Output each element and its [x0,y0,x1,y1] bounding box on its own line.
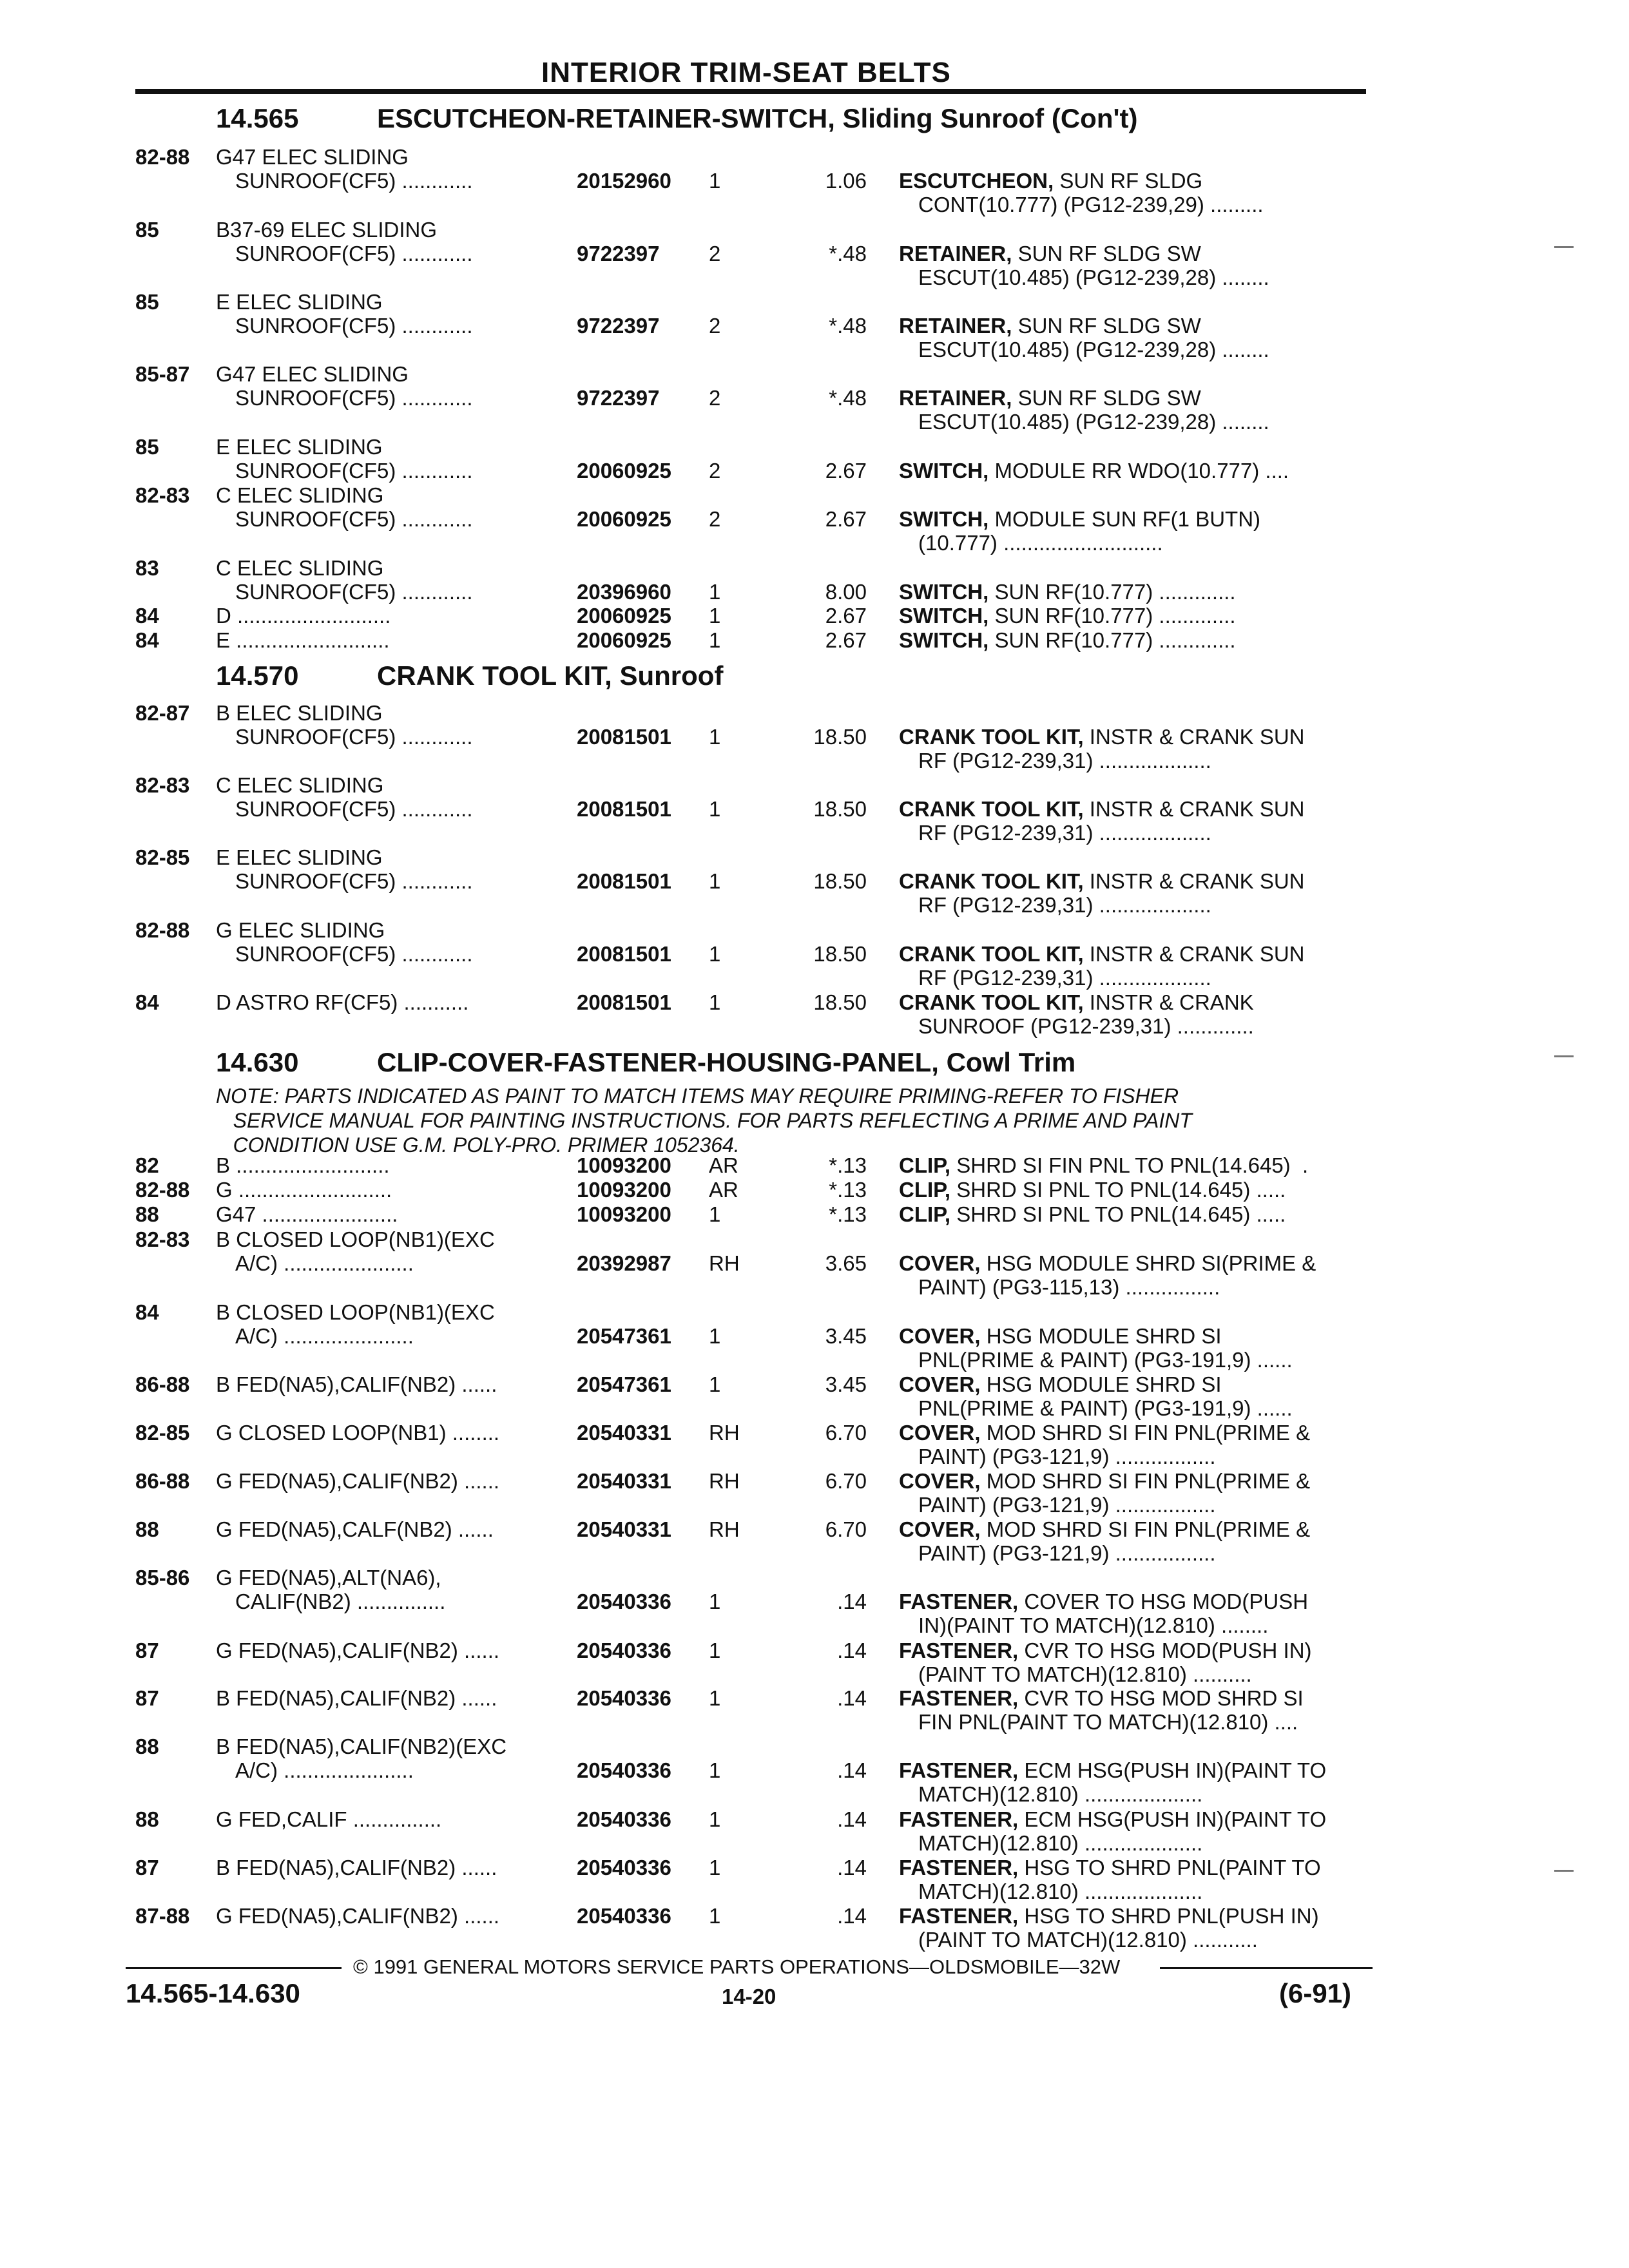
part-name: SWITCH, [899,580,989,604]
quantity: 1 [709,1590,721,1613]
part-description-cont: MATCH)(12.810) .................... [918,1831,1203,1855]
parts-row [0,701,1629,773]
section-heading [216,103,1137,134]
quantity: AR [709,1153,738,1177]
part-description-cont: (PAINT TO MATCH)(12.810) ........... [918,1928,1258,1952]
part-number: 20081501 [577,942,671,966]
part-description: COVER, MOD SHRD SI FIN PNL(PRIME & [899,1517,1311,1541]
section-title: CLIP-COVER-FASTENER-HOUSING-PANEL, [377,1047,939,1077]
parts-row [0,290,1629,361]
price: *.13 [829,1153,867,1177]
model-years: 85 [135,435,159,459]
parts-row [0,918,1629,990]
section-number: 14.630 [216,1047,299,1077]
model-description-cont: SUNROOF(CF5) ............ [235,507,473,531]
part-number: 20540336 [577,1686,671,1710]
model-years: 82-88 [135,918,190,942]
part-description-cont: IN)(PAINT TO MATCH)(12.810) ........ [918,1613,1269,1637]
model-years: 88 [135,1807,159,1831]
model-years: 88 [135,1202,159,1226]
model-years: 82-83 [135,1227,190,1251]
model-description: C ELEC SLIDING [216,483,384,507]
model-description: B CLOSED LOOP(NB1)(EXC [216,1227,495,1251]
part-name: RETAINER, [899,242,1012,265]
model-years: 84 [135,604,159,628]
model-description: G FED(NA5),CALIF(NB2) ...... [216,1469,500,1493]
price: 3.45 [825,1324,867,1348]
model-description: G FED(NA5),CALIF(NB2) ...... [216,1904,500,1928]
part-name: CRANK TOOL KIT, [899,869,1084,893]
model-years: 87-88 [135,1904,190,1928]
price: 3.65 [825,1251,867,1275]
part-description-cont: PNL(PRIME & PAINT) (PG3-191,9) ...... [918,1348,1293,1372]
quantity: 1 [709,1686,721,1710]
model-years: 82-85 [135,1421,190,1445]
model-years: 82-83 [135,773,190,797]
parts-row [0,145,1629,216]
model-years: 87 [135,1639,159,1662]
quantity: 1 [709,725,721,749]
price: 6.70 [825,1469,867,1493]
model-description: G .......................... [216,1178,392,1202]
part-name: RETAINER, [899,314,1012,338]
part-description: COVER, MOD SHRD SI FIN PNL(PRIME & [899,1469,1311,1493]
part-description: FASTENER, ECM HSG(PUSH IN)(PAINT TO [899,1758,1327,1782]
model-description: D ASTRO RF(CF5) ........... [216,990,469,1014]
quantity: 1 [709,1807,721,1831]
model-years: 86-88 [135,1372,190,1396]
part-number: 20540336 [577,1807,671,1831]
quantity: RH [709,1469,740,1493]
quantity: 1 [709,990,721,1014]
model-description: B CLOSED LOOP(NB1)(EXC [216,1300,495,1324]
parts-row [0,1566,1629,1637]
model-description: B37-69 ELEC SLIDING [216,218,437,242]
model-description: B FED(NA5),CALIF(NB2) ...... [216,1372,497,1396]
part-description: SWITCH, SUN RF(10.777) ............. [899,628,1236,652]
model-description: B FED(NA5),CALIF(NB2) ...... [216,1856,497,1879]
footer-date: (6-91) [1279,1978,1352,2008]
part-number: 20081501 [577,725,671,749]
model-description: G47 ELEC SLIDING [216,362,409,386]
model-years: 86-88 [135,1469,190,1493]
quantity: 1 [709,797,721,821]
part-description: CRANK TOOL KIT, INSTR & CRANK SUN [899,725,1305,749]
footer-rule-left [126,1967,342,1969]
part-description-cont: PAINT) (PG3-121,9) ................. [918,1541,1216,1565]
price: 2.67 [825,507,867,531]
part-name: CRANK TOOL KIT, [899,990,1084,1014]
part-name: CLIP, [899,1202,951,1226]
part-description: CRANK TOOL KIT, INSTR & CRANK SUN [899,797,1305,821]
model-description: G ELEC SLIDING [216,918,385,942]
part-description: COVER, HSG MODULE SHRD SI [899,1372,1222,1396]
model-years: 82-83 [135,483,190,507]
part-number: 20392987 [577,1251,671,1275]
model-years: 87 [135,1856,159,1879]
part-description-cont: ESCUT(10.485) (PG12-239,28) ........ [918,410,1269,434]
model-description-cont: A/C) ...................... [235,1758,414,1782]
model-years: 87 [135,1686,159,1710]
quantity: 2 [709,459,721,483]
model-years: 85 [135,218,159,242]
part-description: FASTENER, CVR TO HSG MOD(PUSH IN) [899,1639,1312,1662]
model-description: G CLOSED LOOP(NB1) ........ [216,1421,500,1445]
model-description-cont: SUNROOF(CF5) ............ [235,797,473,821]
model-years: 82-85 [135,845,190,869]
part-description: FASTENER, ECM HSG(PUSH IN)(PAINT TO [899,1807,1327,1831]
model-description: E ELEC SLIDING [216,435,383,459]
margin-tick [1554,1870,1574,1872]
model-years: 88 [135,1517,159,1541]
part-number: 20396960 [577,580,671,604]
part-description: CLIP, SHRD SI PNL TO PNL(14.645) ..... [899,1202,1286,1226]
model-years: 84 [135,628,159,652]
parts-row [0,845,1629,917]
section-subtitle: Cowl Trim [938,1047,1076,1077]
model-description: G FED,CALIF ............... [216,1807,442,1831]
part-number: 20060925 [577,628,671,652]
part-name: FASTENER, [899,1758,1019,1782]
model-years: 83 [135,556,159,580]
price: .14 [837,1807,867,1831]
parts-row [0,1807,1629,1859]
quantity: 1 [709,580,721,604]
model-description: D .......................... [216,604,391,628]
footer-page-number: 14-20 [722,1984,776,2008]
section-number: 14.565 [216,103,299,133]
quantity: 1 [709,1372,721,1396]
part-name: FASTENER, [899,1904,1019,1928]
section-heading [216,660,723,691]
part-description: SWITCH, SUN RF(10.777) ............. [899,604,1236,628]
part-description: RETAINER, SUN RF SLDG SW [899,314,1201,338]
quantity: 1 [709,942,721,966]
price: 3.45 [825,1372,867,1396]
part-name: SWITCH, [899,604,989,628]
footer-range: 14.565-14.630 [126,1978,300,2008]
part-description: FASTENER, CVR TO HSG MOD SHRD SI [899,1686,1304,1710]
model-years: 82-88 [135,145,190,169]
part-description: CRANK TOOL KIT, INSTR & CRANK [899,990,1254,1014]
price: 2.67 [825,628,867,652]
model-description-cont: SUNROOF(CF5) ............ [235,242,473,265]
model-description-cont: SUNROOF(CF5) ............ [235,725,473,749]
part-number: 10093200 [577,1178,671,1202]
quantity: 1 [709,1639,721,1662]
parts-row [0,990,1629,1042]
section-number: 14.570 [216,660,299,691]
parts-row [0,1227,1629,1299]
footer-rule-right [1160,1967,1373,1969]
parts-row [0,1735,1629,1806]
price: .14 [837,1590,867,1613]
part-description: COVER, MOD SHRD SI FIN PNL(PRIME & [899,1421,1311,1445]
part-number: 9722397 [577,314,660,338]
part-description: COVER, HSG MODULE SHRD SI(PRIME & [899,1251,1316,1275]
quantity: 1 [709,604,721,628]
part-description: RETAINER, SUN RF SLDG SW [899,242,1201,265]
quantity: 2 [709,314,721,338]
parts-row [0,773,1629,845]
model-years: 82 [135,1153,159,1177]
model-description: E .......................... [216,628,390,652]
part-description: SWITCH, MODULE SUN RF(1 BUTN) [899,507,1261,531]
price: *.48 [829,386,867,410]
parts-row [0,556,1629,608]
part-description-cont: (10.777) ........................... [918,531,1163,555]
parts-row [0,1686,1629,1738]
part-description: FASTENER, HSG TO SHRD PNL(PUSH IN) [899,1904,1319,1928]
part-description-cont: PAINT) (PG3-115,13) ................ [918,1275,1220,1299]
parts-row [0,218,1629,289]
part-number: 20540331 [577,1469,671,1493]
part-number: 20547361 [577,1372,671,1396]
parts-row [0,1469,1629,1521]
model-description: B FED(NA5),CALIF(NB2)(EXC [216,1735,507,1758]
price: 8.00 [825,580,867,604]
part-description: CLIP, SHRD SI FIN PNL TO PNL(14.645) . [899,1153,1309,1177]
parts-row [0,1421,1629,1472]
parts-row [0,1639,1629,1690]
part-description-cont: RF (PG12-239,31) ................... [918,821,1211,845]
part-number: 20540336 [577,1904,671,1928]
section-continued: (Con't) [1044,103,1138,133]
parts-row [0,1300,1629,1372]
part-description-cont: MATCH)(12.810) .................... [918,1879,1203,1903]
model-description: B FED(NA5),CALIF(NB2) ...... [216,1686,497,1710]
part-number: 20547361 [577,1324,671,1348]
quantity: 1 [709,1758,721,1782]
model-description: C ELEC SLIDING [216,773,384,797]
quantity: 2 [709,242,721,265]
price: 1.06 [825,169,867,193]
price: *.48 [829,314,867,338]
quantity: 1 [709,169,721,193]
part-description-cont: PNL(PRIME & PAINT) (PG3-191,9) ...... [918,1396,1293,1420]
model-description: G47 ELEC SLIDING [216,145,409,169]
quantity: AR [709,1178,738,1202]
price: *.13 [829,1178,867,1202]
quantity: 1 [709,1856,721,1879]
part-description-cont: CONT(10.777) (PG12-239,29) ......... [918,193,1264,216]
part-number: 9722397 [577,242,660,265]
part-description-cont: RF (PG12-239,31) ................... [918,966,1211,990]
parts-row [0,362,1629,434]
part-name: RETAINER, [899,386,1012,410]
model-description-cont: A/C) ...................... [235,1324,414,1348]
part-name: FASTENER, [899,1807,1019,1831]
quantity: 1 [709,1904,721,1928]
model-description: B .......................... [216,1153,390,1177]
price: .14 [837,1686,867,1710]
model-description: E ELEC SLIDING [216,290,383,314]
parts-row [0,1372,1629,1424]
model-years: 84 [135,990,159,1014]
part-description: ESCUTCHEON, SUN RF SLDG [899,169,1203,193]
part-name: CLIP, [899,1153,951,1177]
model-description-cont: SUNROOF(CF5) ............ [235,314,473,338]
quantity: 2 [709,507,721,531]
model-description-cont: CALIF(NB2) ............... [235,1590,446,1613]
part-description-cont: PAINT) (PG3-121,9) ................. [918,1445,1216,1468]
part-name: CRANK TOOL KIT, [899,725,1084,749]
part-name: CRANK TOOL KIT, [899,797,1084,821]
footer-copyright: © 1991 GENERAL MOTORS SERVICE PARTS OPERATIONS—OLDSMOBILE—32W [353,1956,1121,1978]
part-name: SWITCH, [899,459,989,483]
part-name: COVER, [899,1324,981,1348]
quantity: 1 [709,628,721,652]
model-years: 88 [135,1735,159,1758]
model-years: 85-86 [135,1566,190,1590]
part-description-cont: ESCUT(10.485) (PG12-239,28) ........ [918,338,1269,361]
model-description: G FED(NA5),CALF(NB2) ...... [216,1517,494,1541]
part-description-cont: MATCH)(12.810) .................... [918,1782,1203,1806]
part-description: RETAINER, SUN RF SLDG SW [899,386,1201,410]
margin-tick [1554,1055,1574,1057]
quantity: 1 [709,869,721,893]
quantity: RH [709,1421,740,1445]
part-name: COVER, [899,1421,981,1445]
model-years: 84 [135,1300,159,1324]
part-name: ESCUTCHEON, [899,169,1054,193]
parts-row [0,435,1629,486]
part-description-cont: RF (PG12-239,31) ................... [918,893,1211,917]
model-description: G47 ....................... [216,1202,398,1226]
part-number: 20060925 [577,507,671,531]
part-description: CRANK TOOL KIT, INSTR & CRANK SUN [899,942,1305,966]
part-number: 20081501 [577,990,671,1014]
part-name: COVER, [899,1517,981,1541]
part-number: 10093200 [577,1202,671,1226]
price: .14 [837,1758,867,1782]
model-description-cont: SUNROOF(CF5) ............ [235,869,473,893]
part-description-cont: (PAINT TO MATCH)(12.810) .......... [918,1662,1252,1686]
part-description-cont: PAINT) (PG3-121,9) ................. [918,1493,1216,1517]
model-years: 85 [135,290,159,314]
price: .14 [837,1856,867,1879]
part-name: COVER, [899,1372,981,1396]
part-name: CRANK TOOL KIT, [899,942,1084,966]
margin-tick [1554,246,1574,248]
price: 18.50 [813,725,867,749]
part-number: 20060925 [577,459,671,483]
part-description-cont: RF (PG12-239,31) ................... [918,749,1211,773]
part-number: 20540331 [577,1517,671,1541]
parts-row [0,1904,1629,1956]
price: 18.50 [813,942,867,966]
part-name: FASTENER, [899,1590,1019,1613]
page-header-title: INTERIOR TRIM-SEAT BELTS [541,57,951,88]
model-description: C ELEC SLIDING [216,556,384,580]
part-number: 20081501 [577,797,671,821]
part-description: FASTENER, COVER TO HSG MOD(PUSH [899,1590,1309,1613]
part-description: CRANK TOOL KIT, INSTR & CRANK SUN [899,869,1305,893]
part-description: CLIP, SHRD SI PNL TO PNL(14.645) ..... [899,1178,1286,1202]
section-note: NOTE: PARTS INDICATED AS PAINT TO MATCH ITEMS MAY REQUIRE PRIMING-REFER TO FISHER SERVICE MANUAL FOR PAINTING INSTRUCTIONS. FOR PARTS REFLECTING A PRIME AND PAINT CONDITION USE G.M. POLY-PRO. PRIMER 1052364. [216,1084,1192,1157]
section-heading [216,1047,1075,1078]
part-number: 20540336 [577,1639,671,1662]
part-name: FASTENER, [899,1639,1019,1662]
price: 18.50 [813,869,867,893]
parts-row [0,1856,1629,1907]
part-number: 20081501 [577,869,671,893]
price: 6.70 [825,1421,867,1445]
price: 18.50 [813,797,867,821]
section-subtitle: Sunroof [612,660,724,691]
part-description: COVER, HSG MODULE SHRD SI [899,1324,1222,1348]
header-rule [135,89,1366,94]
part-number: 20540336 [577,1758,671,1782]
part-description: SWITCH, SUN RF(10.777) ............. [899,580,1236,604]
part-description: FASTENER, HSG TO SHRD PNL(PAINT TO [899,1856,1321,1879]
part-description: SWITCH, MODULE RR WDO(10.777) .... [899,459,1289,483]
quantity: 2 [709,386,721,410]
model-years: 85-87 [135,362,190,386]
quantity: RH [709,1517,740,1541]
model-description-cont: SUNROOF(CF5) ............ [235,580,473,604]
model-description-cont: SUNROOF(CF5) ............ [235,459,473,483]
section-title: CRANK TOOL KIT, [377,660,612,691]
model-description: G FED(NA5),CALIF(NB2) ...... [216,1639,500,1662]
part-name: FASTENER, [899,1686,1019,1710]
part-description-cont: FIN PNL(PAINT TO MATCH)(12.810) .... [918,1710,1298,1734]
section-subtitle: Sliding Sunroof [834,103,1045,133]
part-name: COVER, [899,1469,981,1493]
part-name: COVER, [899,1251,981,1275]
quantity: RH [709,1251,740,1275]
model-description-cont: SUNROOF(CF5) ............ [235,942,473,966]
parts-row [0,1517,1629,1569]
part-description-cont: SUNROOF (PG12-239,31) ............. [918,1014,1254,1038]
price: .14 [837,1639,867,1662]
section-title: ESCUTCHEON-RETAINER-SWITCH, [377,103,835,133]
model-description: E ELEC SLIDING [216,845,383,869]
quantity: 1 [709,1324,721,1348]
part-name: CLIP, [899,1178,951,1202]
part-number: 20060925 [577,604,671,628]
model-description: B ELEC SLIDING [216,701,383,725]
price: .14 [837,1904,867,1928]
part-number: 10093200 [577,1153,671,1177]
model-description-cont: SUNROOF(CF5) ............ [235,386,473,410]
part-number: 9722397 [577,386,660,410]
part-name: FASTENER, [899,1856,1019,1879]
model-description: G FED(NA5),ALT(NA6), [216,1566,441,1590]
model-description-cont: SUNROOF(CF5) ............ [235,169,473,193]
price: *.48 [829,242,867,265]
price: 2.67 [825,604,867,628]
part-number: 20540331 [577,1421,671,1445]
quantity: 1 [709,1202,721,1226]
price: *.13 [829,1202,867,1226]
part-name: SWITCH, [899,507,989,531]
model-description-cont: A/C) ...................... [235,1251,414,1275]
model-years: 82-88 [135,1178,190,1202]
part-number: 20540336 [577,1856,671,1879]
price: 6.70 [825,1517,867,1541]
parts-row [0,483,1629,555]
part-number: 20152960 [577,169,671,193]
price: 18.50 [813,990,867,1014]
part-number: 20540336 [577,1590,671,1613]
model-years: 82-87 [135,701,190,725]
part-description-cont: ESCUT(10.485) (PG12-239,28) ........ [918,265,1269,289]
price: 2.67 [825,459,867,483]
part-name: SWITCH, [899,628,989,652]
